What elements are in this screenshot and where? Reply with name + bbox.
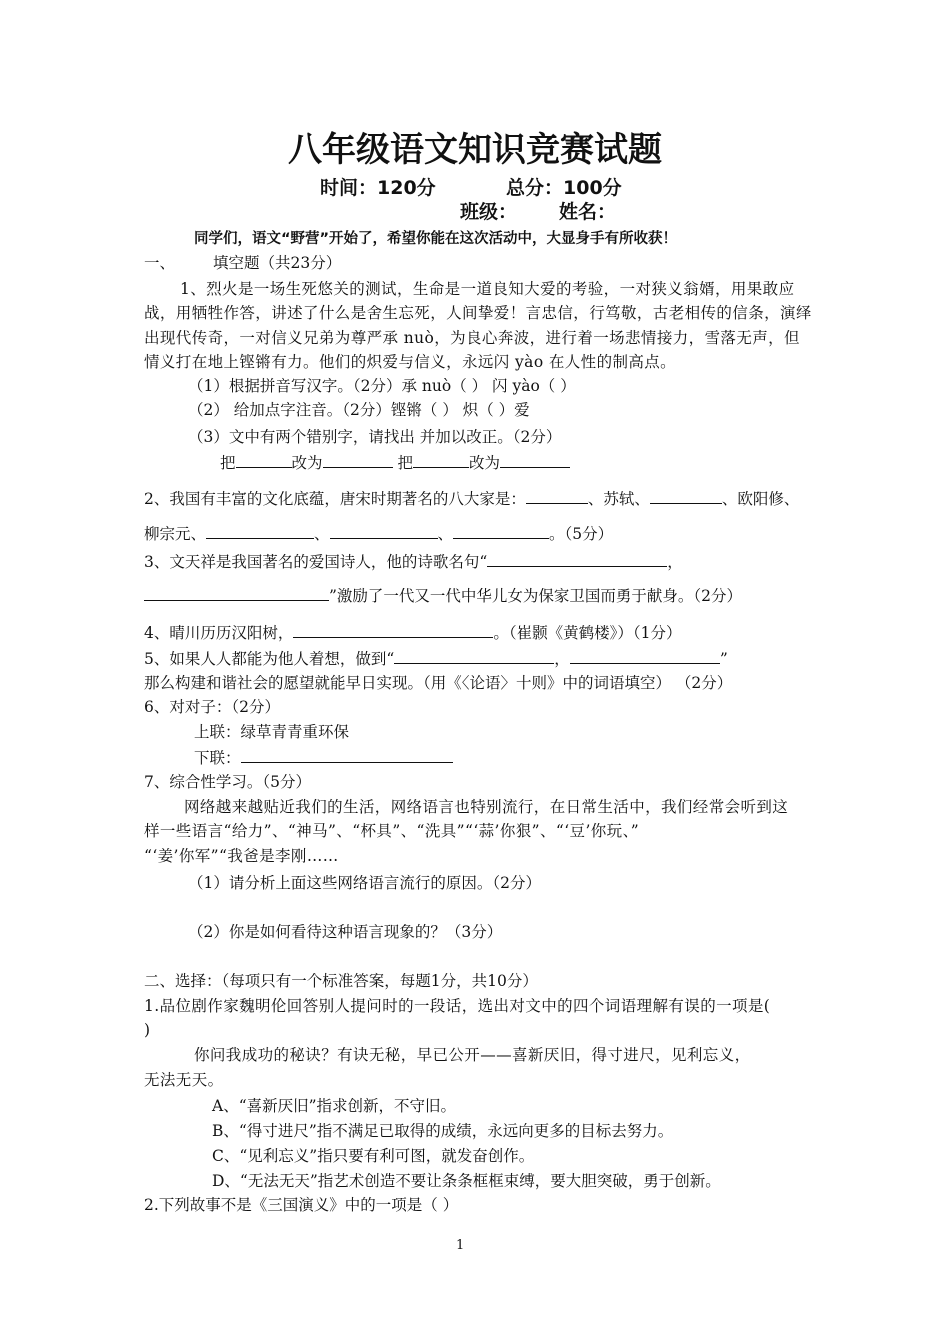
q1-sub3: （3）文中有两个错别字，请找出 并加以改正。（2分） [188,428,562,446]
answer-blank[interactable] [206,523,314,539]
option-c: C、“见利忘义”指只要有利可图，就发奋创作。 [212,1147,535,1165]
section1-title: 填空题（共23分） [213,254,342,272]
q6-upper-couplet: 上联：绿草青青重环保 [194,723,350,741]
q5-text: ” [719,650,728,668]
q1-sub2: （2） 给加点字注音。（2分）铿锵（ ） 炽（ ）爱 [188,401,530,419]
q1-paragraph-line: 出现代传奇，一对信义兄弟为尊严承 nuò，为良心奔波，进行着一场悲情接力，雪落无声，但 [144,329,800,347]
section1-number: 一、 [144,254,176,272]
q2-text: 。（5分） [549,525,614,543]
answer-blank[interactable] [487,551,667,567]
q5-text: 5、如果人人都能为他人着想，做到“ [144,650,395,668]
page-number: 1 [456,1238,465,1253]
q2-line2 [144,523,613,544]
q2-line1 [144,488,799,509]
q1-paragraph-line: 战，用牺牲作答，讲述了什么是舍生忘死，人间挚爱！言忠信，行笃敬，古老相传的信条，演绎 [144,304,812,322]
s2-q1-line1: 1.品位剧作家魏明伦回答别人提问时的一段话，选出对文中的四个词语理解有误的一项是( [144,997,771,1015]
q6-heading: 6、对对子：（2分） [144,698,280,716]
answer-blank[interactable] [650,488,722,504]
q3-text: ”激励了一代又一代中华儿女为保家卫国而勇于献身。（2分） [329,587,743,605]
q3-text: 3、文天祥是我国著名的爱国诗人，他的诗歌名句“ [144,553,488,571]
exam-title: 八年级语文知识竞赛试题 [288,130,662,170]
section2-heading: 二、选择：（每项只有一个标准答案，每题1分，共10分） [144,972,538,990]
q4-text: 。（崔颢《黄鹤楼》）（1分） [493,624,682,642]
exam-total-score: 总分：100分 [506,177,622,199]
q7-paragraph-line: 样一些语言“给力”、“神马”、“杯具”、“洗具”“‘蒜’你狠”、“‘豆’你玩、” [144,822,640,840]
q1-fix-word: 改为 [468,454,500,472]
answer-blank[interactable] [236,452,292,468]
name-label: 姓名： [559,201,617,223]
intro-text: 同学们，语文“野营”开始了，希望你能在这次活动中，大显身手有所收获！ [194,231,678,247]
option-d: D、“无法无天”指艺术创造不要让条条框框束缚，要大胆突破，勇于创新。 [212,1172,721,1190]
q1-fix-word: 改为 [291,454,323,472]
q6-lower-label: 下联： [194,749,241,767]
answer-blank[interactable] [500,452,570,468]
answer-blank[interactable] [526,488,588,504]
q5-line2: 那么构建和谐社会的愿望就能早日实现。（用《〈论语〉十则》中的词语填空） （2分） [144,674,733,692]
q2-text: 、苏轼、 [587,490,650,508]
answer-blank[interactable] [241,747,453,763]
q7-paragraph-line: 网络越来越贴近我们的生活，网络语言也特别流行，在日常生活中，我们经常会听到这 [184,798,789,816]
q3-line2 [144,585,742,606]
option-a: A、“喜新厌旧”指求创新，不守旧。 [212,1097,457,1115]
q6-lower-couplet [194,747,453,768]
q2-text: 、 [314,525,330,543]
q5-text: ， [554,650,570,668]
q5-line1 [144,648,728,669]
s2-q2: 2.下列故事不是《三国演义》中的一项是（ ） [144,1196,459,1214]
q1-sub1: （1）根据拼音写汉字。（2分）承 nuò（ ） 闪 yào（ ） [188,377,576,395]
s2-q1-line2: ) [144,1021,151,1039]
q2-text: 2、我国有丰富的文化底蕴，唐宋时期著名的八大家是： [144,490,526,508]
answer-blank[interactable] [330,523,438,539]
class-label: 班级： [460,201,518,223]
s2-quote-line: 你问我成功的秘诀？有诀无秘，早已公开——喜新厌旧，得寸进尺，见利忘义， [194,1046,751,1064]
q1-paragraph-line: 情义打在地上铿锵有力。他们的炽爱与信义，永远闪 yào 在人性的制高点。 [144,353,677,371]
q7-sub1: （1）请分析上面这些网络语言流行的原因。（2分） [188,874,541,892]
s2-quote-line: 无法无天。 [144,1071,224,1089]
q3-text: ， [667,553,683,571]
q7-heading: 7、综合性学习。（5分） [144,773,311,791]
q4-text: 4、晴川历历汉阳树， [144,624,294,642]
q2-text: 柳宗元、 [144,525,207,543]
q1-correction-line [220,452,570,473]
answer-blank[interactable] [413,452,469,468]
answer-blank[interactable] [293,622,493,638]
answer-blank[interactable] [394,648,554,664]
answer-blank[interactable] [453,523,549,539]
q1-fix-word: 把 [220,454,236,472]
answer-blank[interactable] [570,648,720,664]
q4-line [144,622,682,643]
exam-time: 时间：120分 [320,177,436,199]
q1-paragraph-line: 1、烈火是一场生死悠关的测试，生命是一道良知大爱的考验，一对狭义翁婿，用果敢应 [180,280,795,298]
q7-paragraph-line: “‘姜’你军”“我爸是李刚…… [144,847,339,865]
q2-text: 、 [437,525,454,543]
q3-line1 [144,551,683,572]
q7-sub2: （2）你是如何看待这种语言现象的？（3分） [188,923,503,941]
q1-fix-word: 把 [397,454,413,472]
answer-blank[interactable] [323,452,393,468]
answer-blank[interactable] [144,585,329,601]
option-b: B、“得寸进尺”指不满足已取得的成绩，永远向更多的目标去努力。 [212,1122,674,1140]
q2-text: 、欧阳修、 [721,490,800,508]
